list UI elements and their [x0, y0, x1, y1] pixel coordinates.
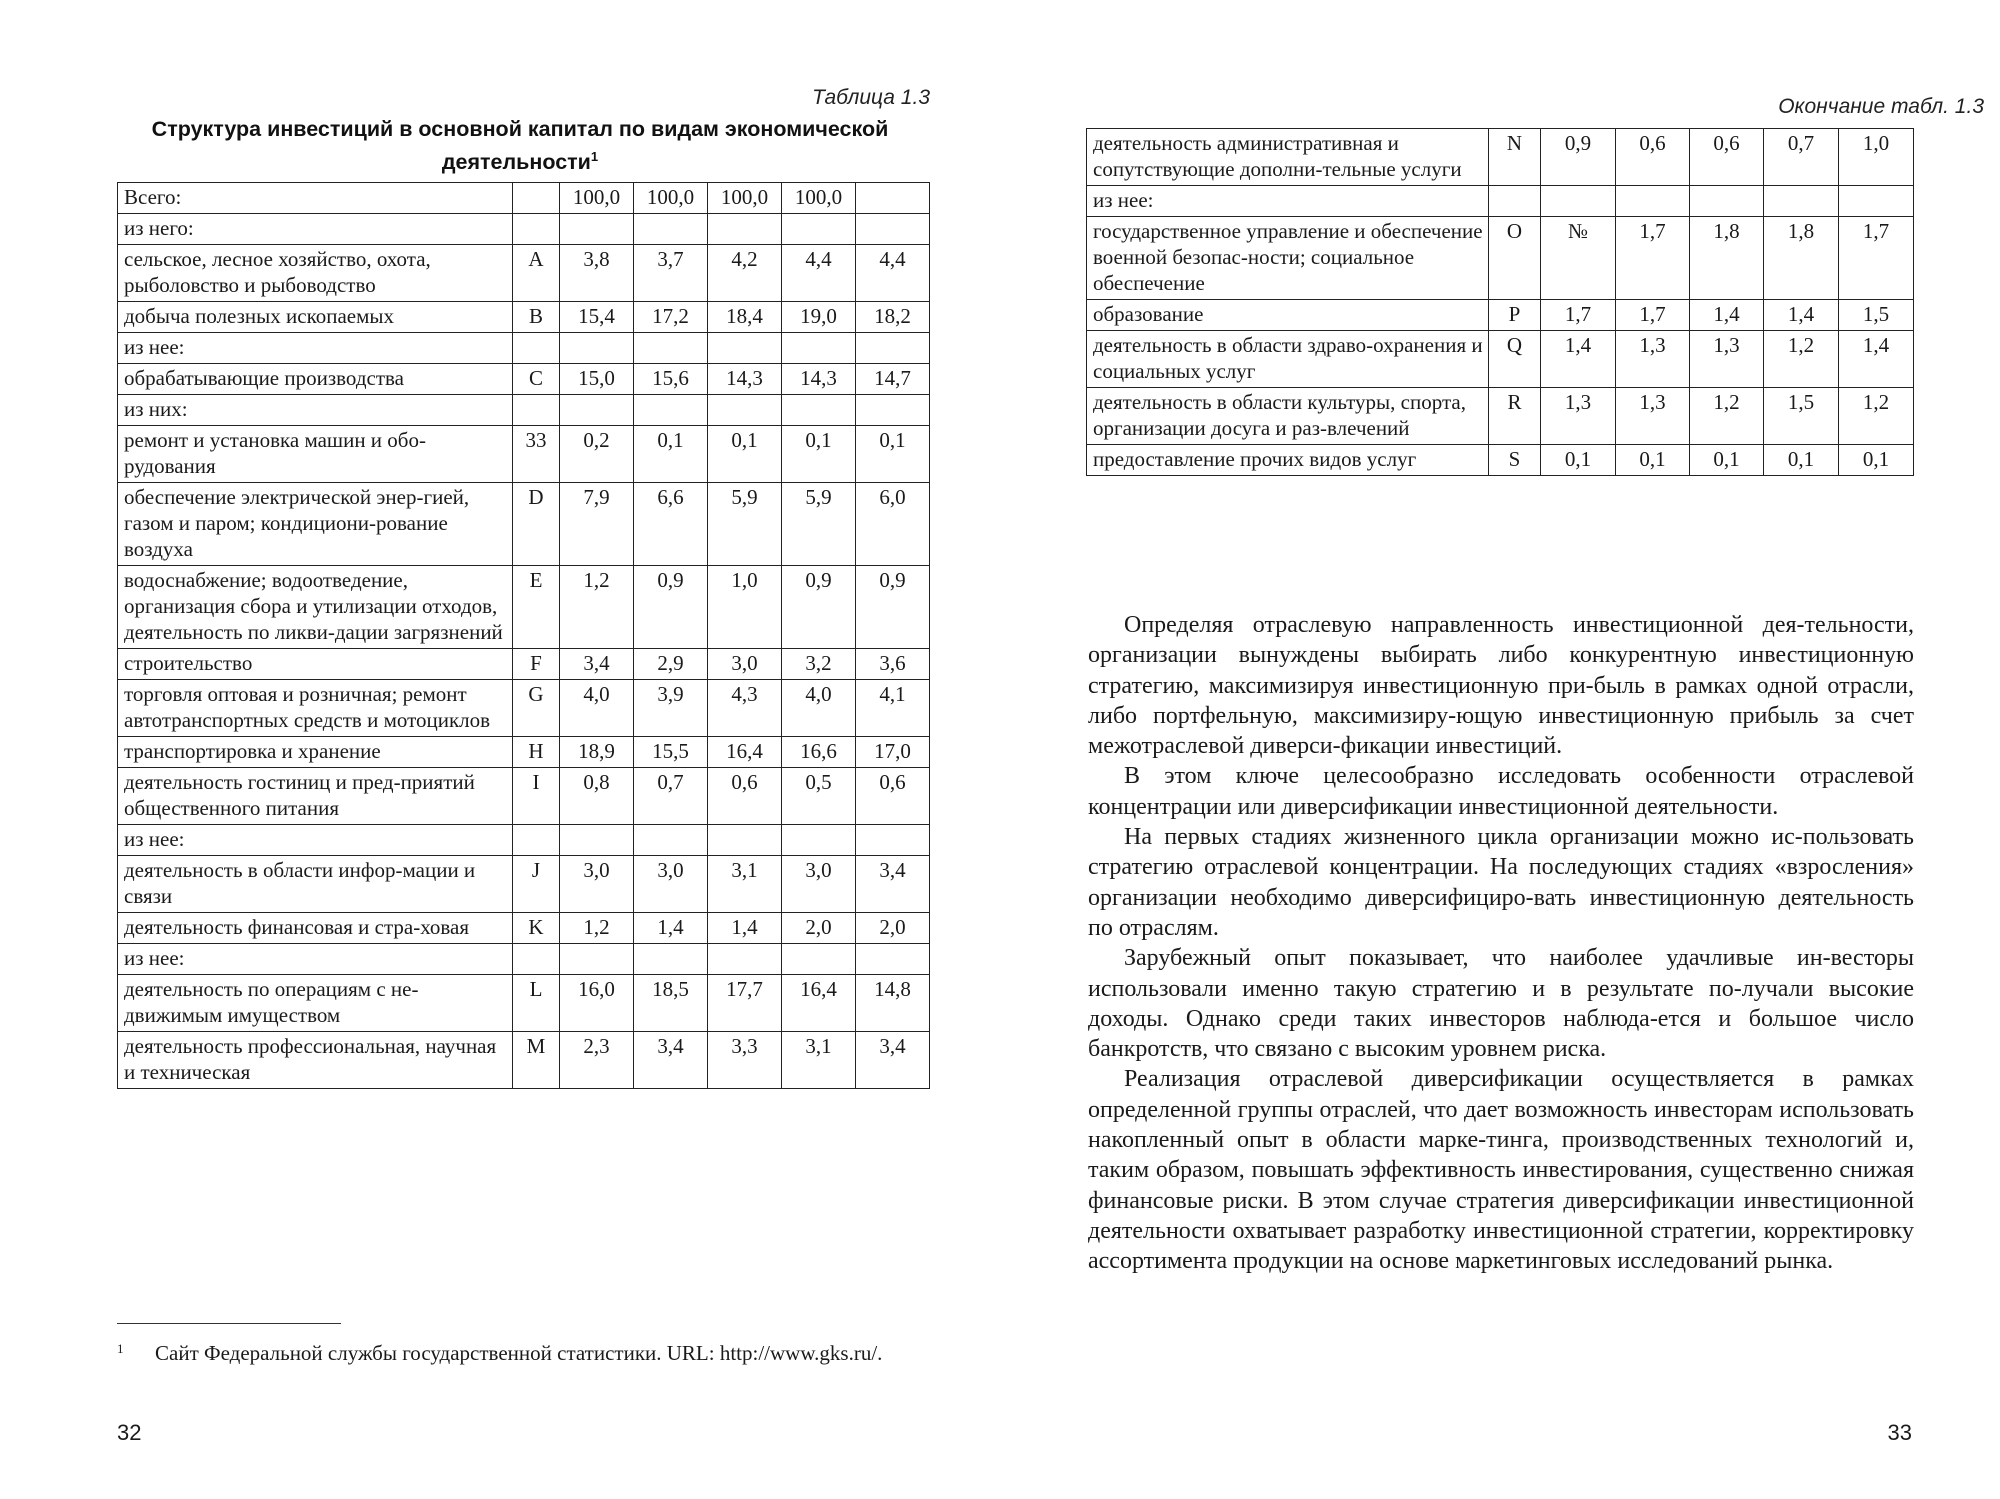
- value-cell: 16,6: [782, 737, 856, 768]
- activity-label-cell: из нее:: [118, 944, 513, 975]
- value-cell: 2,0: [856, 913, 930, 944]
- value-cell: [708, 214, 782, 245]
- table-row: [1087, 331, 1914, 388]
- activity-label-cell: деятельность гостиниц и пред-приятий общественного питания: [118, 768, 513, 825]
- activity-code-cell: D: [513, 483, 560, 566]
- activity-label-cell: деятельность по операциям с не-движимым имуществом: [118, 975, 513, 1032]
- value-cell: 3,4: [856, 856, 930, 913]
- activity-code-cell: G: [513, 680, 560, 737]
- activity-code-cell: I: [513, 768, 560, 825]
- value-cell: 3,0: [634, 856, 708, 913]
- value-cell: 0,9: [856, 566, 930, 649]
- value-cell: 15,5: [634, 737, 708, 768]
- value-cell: 100,0: [708, 183, 782, 214]
- value-cell: 1,4: [634, 913, 708, 944]
- value-cell: [1616, 186, 1690, 217]
- value-cell: 1,2: [560, 913, 634, 944]
- activity-label-cell: торговля оптовая и розничная; ремонт автотранспортных средств и мотоциклов: [118, 680, 513, 737]
- value-cell: 2,9: [634, 649, 708, 680]
- value-cell: 18,2: [856, 302, 930, 333]
- activity-code-cell: [513, 944, 560, 975]
- value-cell: 1,3: [1541, 388, 1616, 445]
- value-cell: [856, 944, 930, 975]
- value-cell: 3,0: [782, 856, 856, 913]
- table-row: [118, 944, 930, 975]
- table-row: [118, 649, 930, 680]
- value-cell: 14,3: [782, 364, 856, 395]
- value-cell: 15,0: [560, 364, 634, 395]
- value-cell: [560, 944, 634, 975]
- activity-code-cell: K: [513, 913, 560, 944]
- value-cell: 1,0: [1839, 129, 1914, 186]
- value-cell: 16,4: [708, 737, 782, 768]
- table-row: [1087, 300, 1914, 331]
- value-cell: 100,0: [634, 183, 708, 214]
- value-cell: 1,7: [1616, 300, 1690, 331]
- value-cell: 4,1: [856, 680, 930, 737]
- value-cell: 1,7: [1616, 217, 1690, 300]
- value-cell: 0,6: [708, 768, 782, 825]
- table-row: [1087, 388, 1914, 445]
- value-cell: 3,4: [560, 649, 634, 680]
- activity-label-cell: деятельность в области культуры, спорта, организации досуга и раз-влечений: [1087, 388, 1489, 445]
- activity-label-cell: обрабатывающие производства: [118, 364, 513, 395]
- body-text: [1088, 610, 1914, 1277]
- value-cell: 1,4: [1839, 331, 1914, 388]
- value-cell: 1,3: [1616, 331, 1690, 388]
- value-cell: 0,7: [1764, 129, 1839, 186]
- table-title: [120, 115, 920, 176]
- value-cell: 0,9: [782, 566, 856, 649]
- activity-code-cell: C: [513, 364, 560, 395]
- table-row: [118, 245, 930, 302]
- table-row: [118, 183, 930, 214]
- value-cell: 18,9: [560, 737, 634, 768]
- value-cell: 1,5: [1764, 388, 1839, 445]
- value-cell: 17,7: [708, 975, 782, 1032]
- value-cell: 4,3: [708, 680, 782, 737]
- value-cell: [560, 333, 634, 364]
- table-row: [118, 913, 930, 944]
- paragraph: Зарубежный опыт показывает, что наиболее удачливые ин-весторы использовали именно такую стратегию и в результате по-лучали высокие доходы. Однако среди таких инвесторов наблюда-ется и большое число банкротств, что связано с высоким уровнем риска.: [1088, 945, 1914, 1063]
- table-row: [118, 768, 930, 825]
- activity-label-cell: из нее:: [1087, 186, 1489, 217]
- activity-label-cell: деятельность в области здраво-охранения и социальных услуг: [1087, 331, 1489, 388]
- value-cell: 0,1: [856, 426, 930, 483]
- value-cell: 1,7: [1839, 217, 1914, 300]
- value-cell: [856, 333, 930, 364]
- value-cell: 4,4: [782, 245, 856, 302]
- footnote-divider: [117, 1323, 341, 1324]
- value-cell: 1,4: [1764, 300, 1839, 331]
- value-cell: 0,6: [856, 768, 930, 825]
- right-page: [1000, 0, 2000, 1499]
- value-cell: [856, 214, 930, 245]
- value-cell: 1,7: [1541, 300, 1616, 331]
- activity-label-cell: образование: [1087, 300, 1489, 331]
- table-row: [118, 856, 930, 913]
- table-row: [1087, 445, 1914, 476]
- value-cell: [634, 944, 708, 975]
- value-cell: 14,3: [708, 364, 782, 395]
- investment-structure-table: [117, 182, 930, 1089]
- value-cell: 4,0: [560, 680, 634, 737]
- value-cell: 16,0: [560, 975, 634, 1032]
- value-cell: 5,9: [708, 483, 782, 566]
- value-cell: 14,8: [856, 975, 930, 1032]
- value-cell: 15,4: [560, 302, 634, 333]
- value-cell: 3,8: [560, 245, 634, 302]
- activity-label-cell: государственное управление и обеспечение военной безопас-ности; социальное обеспечение: [1087, 217, 1489, 300]
- value-cell: [782, 825, 856, 856]
- activity-label-cell: деятельность профессиональная, научная и техническая: [118, 1032, 513, 1089]
- table-title-text: Структура инвестиций в основной капитал по видам экономической деятельности: [151, 117, 889, 175]
- table-row: [118, 680, 930, 737]
- value-cell: [634, 825, 708, 856]
- activity-code-cell: R: [1489, 388, 1541, 445]
- value-cell: 1,2: [1839, 388, 1914, 445]
- value-cell: 3,3: [708, 1032, 782, 1089]
- activity-label-cell: из них:: [118, 395, 513, 426]
- paragraph: Реализация отраслевой диверсификации осуществляется в рамках определенной группы отраслей, что дает возможность инвесторам использовать накопленный опыт в области марке-тинга, производственных технологий и, таким образом, повышать эффективность инвестирования, существенно снижая финансовые риски. В этом случае стратегия диверсификации инвестиционной деятельности охватывает разработку инвестиционной стратегии, корректировку ассортимента продукции на основе маркетинговых исследований рынка.: [1088, 1066, 1914, 1275]
- activity-label-cell: деятельность административная и сопутствующие дополни-тельные услуги: [1087, 129, 1489, 186]
- value-cell: №: [1541, 217, 1616, 300]
- activity-label-cell: ремонт и установка машин и обо-рудования: [118, 426, 513, 483]
- activity-code-cell: E: [513, 566, 560, 649]
- activity-code-cell: [513, 183, 560, 214]
- value-cell: 17,2: [634, 302, 708, 333]
- value-cell: [856, 395, 930, 426]
- value-cell: 19,0: [782, 302, 856, 333]
- value-cell: 7,9: [560, 483, 634, 566]
- value-cell: [634, 214, 708, 245]
- value-cell: [1690, 186, 1764, 217]
- table-row: [118, 333, 930, 364]
- value-cell: 1,3: [1690, 331, 1764, 388]
- table-row: [118, 364, 930, 395]
- page-number-left: 32: [117, 1420, 142, 1445]
- value-cell: 0,6: [1616, 129, 1690, 186]
- value-cell: 0,2: [560, 426, 634, 483]
- paragraph: На первых стадиях жизненного цикла организации можно ис-пользовать стратегию отраслевой концентрации. На последующих стадиях «взросления» организации необходимо диверсифициро-вать инвестиционную деятельность по отраслям.: [1088, 824, 1914, 941]
- activity-code-cell: F: [513, 649, 560, 680]
- value-cell: 6,6: [634, 483, 708, 566]
- table-row: [118, 975, 930, 1032]
- value-cell: 5,9: [782, 483, 856, 566]
- activity-label-cell: из него:: [118, 214, 513, 245]
- activity-code-cell: O: [1489, 217, 1541, 300]
- value-cell: 0,8: [560, 768, 634, 825]
- value-cell: 1,8: [1690, 217, 1764, 300]
- value-cell: 3,6: [856, 649, 930, 680]
- activity-label-cell: водоснабжение; водоотведение, организация сбора и утилизации отходов, деятельность по ликви-дации загрязнений: [118, 566, 513, 649]
- paragraph: Определяя отраслевую направленность инвестиционной дея-тельности, организации вынуждены выбирать либо конкурентную инвестиционную стратегию, максимизируя инвестиционную при-быль в рамках одной отрасли, либо портфельную, максимизиру-ющую инвестиционную прибыль за счет межотраслевой диверси-фикации инвестиций.: [1088, 612, 1914, 760]
- value-cell: 1,2: [1764, 331, 1839, 388]
- value-cell: 0,1: [1690, 445, 1764, 476]
- value-cell: 100,0: [560, 183, 634, 214]
- activity-label-cell: деятельность в области инфор-мации и связи: [118, 856, 513, 913]
- table-row: [1087, 217, 1914, 300]
- table-row: [118, 825, 930, 856]
- value-cell: [634, 395, 708, 426]
- value-cell: 3,9: [634, 680, 708, 737]
- value-cell: 1,5: [1839, 300, 1914, 331]
- value-cell: 0,6: [1690, 129, 1764, 186]
- paragraph: В этом ключе целесообразно исследовать особенности отраслевой концентрации или диверсификации инвестиционной деятельности.: [1088, 763, 1914, 820]
- table-row: [118, 483, 930, 566]
- value-cell: [782, 395, 856, 426]
- value-cell: 14,7: [856, 364, 930, 395]
- activity-code-cell: S: [1489, 445, 1541, 476]
- value-cell: [708, 944, 782, 975]
- value-cell: 0,1: [1764, 445, 1839, 476]
- activity-code-cell: L: [513, 975, 560, 1032]
- value-cell: 1,4: [1541, 331, 1616, 388]
- activity-code-cell: [1489, 186, 1541, 217]
- value-cell: [634, 333, 708, 364]
- activity-label-cell: строительство: [118, 649, 513, 680]
- activity-label-cell: обеспечение электрической энер-гией, газом и паром; кондициони-рование воздуха: [118, 483, 513, 566]
- activity-code-cell: J: [513, 856, 560, 913]
- value-cell: 100,0: [782, 183, 856, 214]
- table-row: [1087, 129, 1914, 186]
- activity-code-cell: Q: [1489, 331, 1541, 388]
- activity-label-cell: предоставление прочих видов услуг: [1087, 445, 1489, 476]
- value-cell: 2,3: [560, 1032, 634, 1089]
- activity-label-cell: добыча полезных ископаемых: [118, 302, 513, 333]
- value-cell: 1,0: [708, 566, 782, 649]
- value-cell: 0,9: [634, 566, 708, 649]
- value-cell: 3,7: [634, 245, 708, 302]
- value-cell: 3,0: [560, 856, 634, 913]
- value-cell: [782, 944, 856, 975]
- value-cell: 3,1: [782, 1032, 856, 1089]
- activity-code-cell: [513, 333, 560, 364]
- value-cell: 3,2: [782, 649, 856, 680]
- value-cell: [1764, 186, 1839, 217]
- value-cell: 1,2: [560, 566, 634, 649]
- value-cell: 4,4: [856, 245, 930, 302]
- value-cell: 17,0: [856, 737, 930, 768]
- value-cell: 0,5: [782, 768, 856, 825]
- table-row: [118, 302, 930, 333]
- value-cell: 1,4: [1690, 300, 1764, 331]
- value-cell: 0,1: [634, 426, 708, 483]
- table-row: [118, 1032, 930, 1089]
- activity-code-cell: [513, 395, 560, 426]
- value-cell: 18,5: [634, 975, 708, 1032]
- table-continuation-label: Окончание табл. 1.3: [1778, 95, 1984, 118]
- page-number-right: 33: [1887, 1420, 1912, 1445]
- value-cell: [708, 333, 782, 364]
- table-row: [118, 395, 930, 426]
- activity-code-cell: N: [1489, 129, 1541, 186]
- activity-code-cell: 33: [513, 426, 560, 483]
- table-row: [118, 214, 930, 245]
- value-cell: 0,1: [1616, 445, 1690, 476]
- investment-structure-table-continued: [1086, 128, 1914, 476]
- table-row: [118, 426, 930, 483]
- activity-label-cell: транспортировка и хранение: [118, 737, 513, 768]
- value-cell: 15,6: [634, 364, 708, 395]
- activity-code-cell: [513, 214, 560, 245]
- value-cell: 3,1: [708, 856, 782, 913]
- value-cell: 0,1: [782, 426, 856, 483]
- value-cell: 4,0: [782, 680, 856, 737]
- value-cell: 1,4: [708, 913, 782, 944]
- value-cell: 2,0: [782, 913, 856, 944]
- table-row: [118, 566, 930, 649]
- footnote: [117, 1338, 929, 1368]
- table-row: [1087, 186, 1914, 217]
- activity-code-cell: M: [513, 1032, 560, 1089]
- value-cell: [708, 825, 782, 856]
- value-cell: 4,2: [708, 245, 782, 302]
- footnote-text: Сайт Федеральной службы государственной статистики. URL: http://www.gks.ru/.: [155, 1341, 883, 1365]
- table-label: Таблица 1.3: [812, 86, 930, 109]
- activity-code-cell: A: [513, 245, 560, 302]
- value-cell: [782, 214, 856, 245]
- value-cell: 3,4: [634, 1032, 708, 1089]
- value-cell: 1,8: [1764, 217, 1839, 300]
- value-cell: [856, 183, 930, 214]
- value-cell: [1839, 186, 1914, 217]
- value-cell: 6,0: [856, 483, 930, 566]
- value-cell: 16,4: [782, 975, 856, 1032]
- table-title-footnote-marker: 1: [590, 149, 599, 164]
- activity-label-cell: из нее:: [118, 825, 513, 856]
- value-cell: [856, 825, 930, 856]
- activity-label-cell: сельское, лесное хозяйство, охота, рыболовство и рыбоводство: [118, 245, 513, 302]
- activity-label-cell: деятельность финансовая и стра-ховая: [118, 913, 513, 944]
- value-cell: 0,1: [708, 426, 782, 483]
- value-cell: [560, 214, 634, 245]
- value-cell: 0,9: [1541, 129, 1616, 186]
- value-cell: [708, 395, 782, 426]
- value-cell: 3,0: [708, 649, 782, 680]
- activity-code-cell: P: [1489, 300, 1541, 331]
- value-cell: [560, 395, 634, 426]
- value-cell: 0,7: [634, 768, 708, 825]
- value-cell: [1541, 186, 1616, 217]
- activity-label-cell: Всего:: [118, 183, 513, 214]
- value-cell: [560, 825, 634, 856]
- footnote-marker: 1: [117, 1341, 124, 1356]
- value-cell: 0,1: [1541, 445, 1616, 476]
- value-cell: 1,2: [1690, 388, 1764, 445]
- activity-label-cell: из нее:: [118, 333, 513, 364]
- activity-code-cell: [513, 825, 560, 856]
- activity-code-cell: B: [513, 302, 560, 333]
- table-row: [118, 737, 930, 768]
- value-cell: 0,1: [1839, 445, 1914, 476]
- value-cell: 3,4: [856, 1032, 930, 1089]
- value-cell: [782, 333, 856, 364]
- value-cell: 1,3: [1616, 388, 1690, 445]
- value-cell: 18,4: [708, 302, 782, 333]
- activity-code-cell: H: [513, 737, 560, 768]
